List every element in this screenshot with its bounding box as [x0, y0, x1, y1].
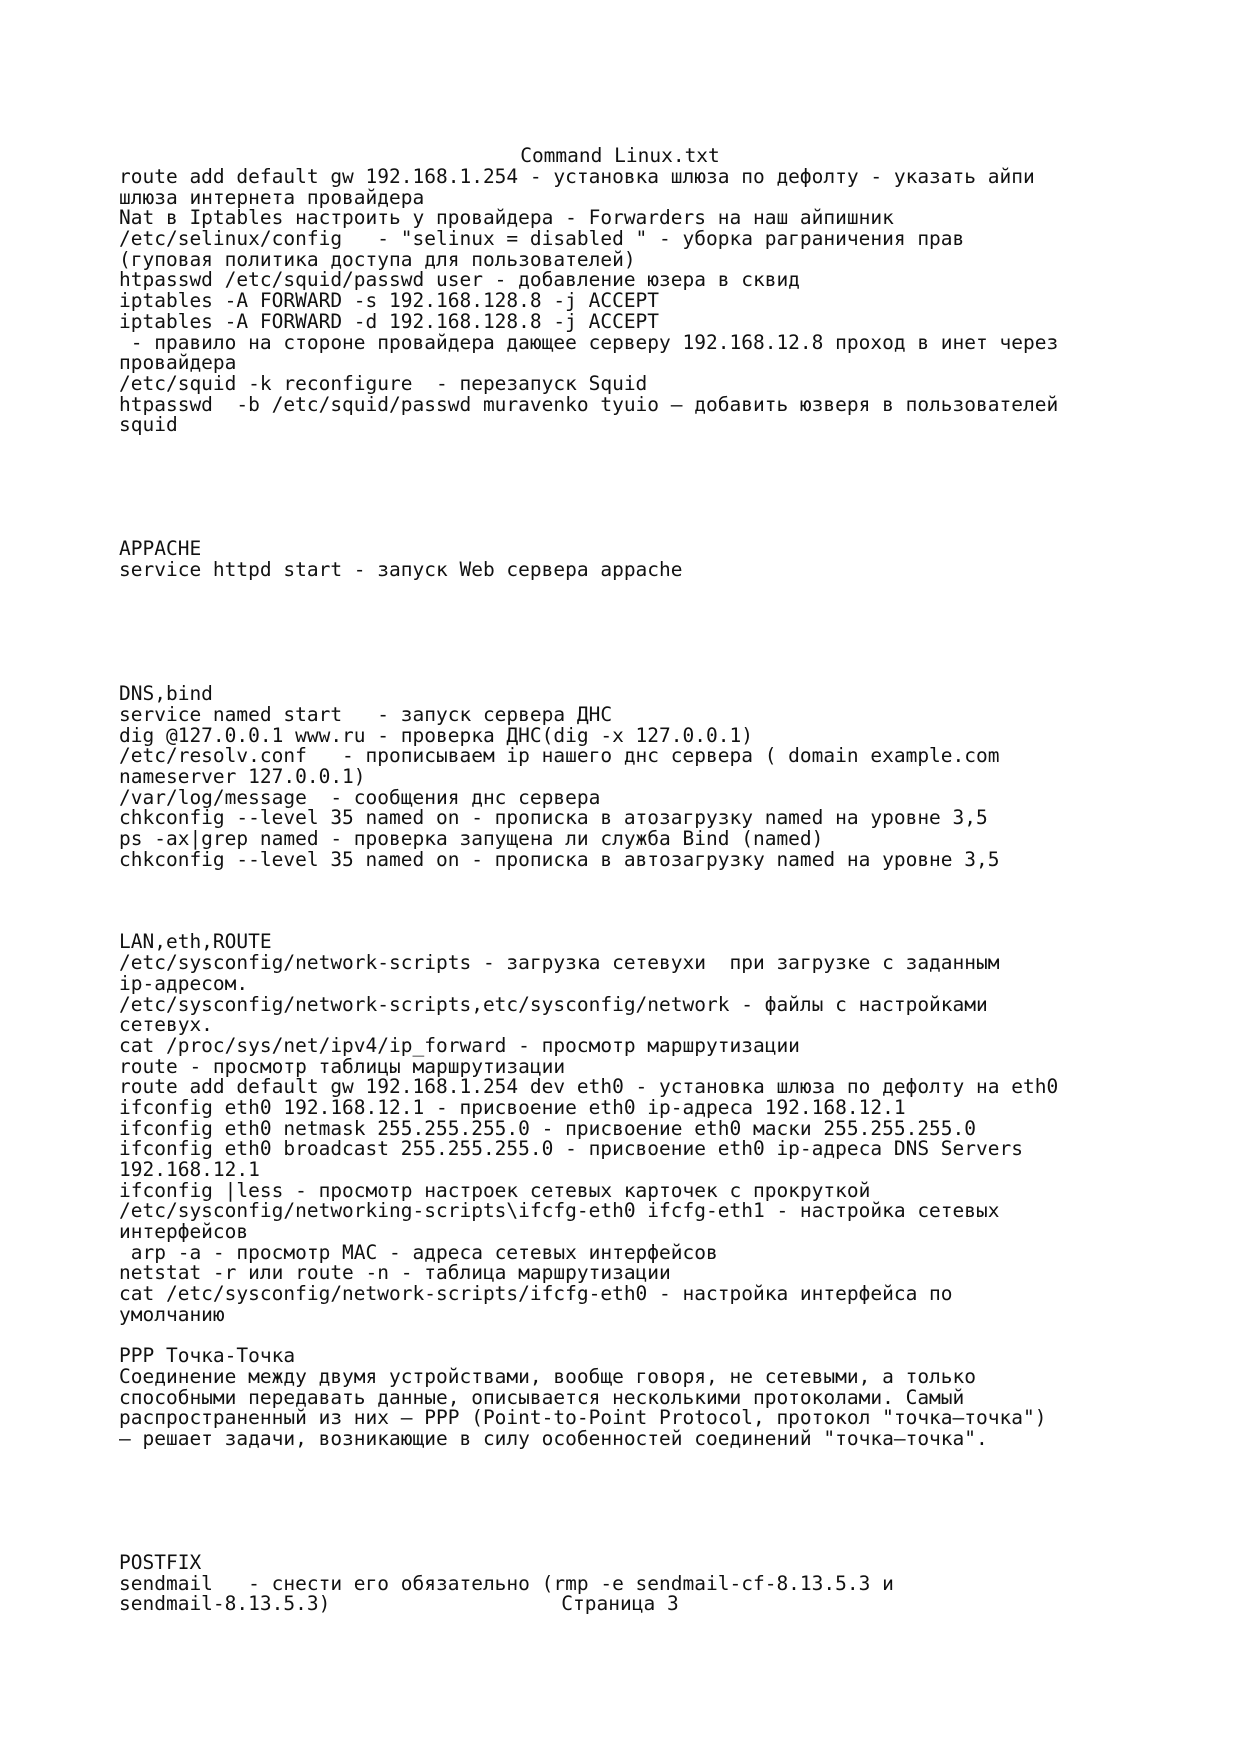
- blank-line: [119, 1491, 1139, 1512]
- blank-line: [119, 601, 1139, 622]
- text-line: - правило на стороне провайдера дающее серверу 192.168.12.8 проход в инет через: [119, 330, 1059, 354]
- text-line: service httpd start - запуск Web сервера appache: [119, 558, 683, 582]
- text-line: /var/log/message - сообщения днс сервера: [119, 785, 601, 809]
- text-line: iptables -A FORWARD -d 192.168.128.8 -j ACCEPT: [119, 309, 660, 333]
- text-line: DNS,bind: [119, 682, 213, 706]
- blank-line: [119, 477, 1139, 498]
- text-line: интерфейсов: [119, 1220, 249, 1244]
- text-line: dig @127.0.0.1 www.ru - проверка ДНС(dig -x 127.0.0.1): [119, 723, 753, 747]
- blank-line: [119, 891, 1139, 912]
- blank-line: [119, 519, 1139, 540]
- document-title: Command Linux.txt: [520, 144, 720, 167]
- blank-line: [119, 664, 1139, 685]
- text-line: sendmail-8.13.5.3): [119, 1592, 331, 1616]
- text-line: LAN,eth,ROUTE: [119, 930, 272, 954]
- blank-line: [119, 457, 1139, 478]
- text-line: ifconfig eth0 broadcast 255.255.255.0 - присвоение eth0 ip-адреса DNS Servers: [119, 1137, 1023, 1161]
- text-line: /etc/selinux/config - "selinux = disabled " - уборка рагpаничения прав: [119, 227, 965, 251]
- text-line: chkconfig --level 35 named on - прописка в атозагрузку named на уровне 3,5: [119, 806, 988, 830]
- blank-line: [119, 1450, 1139, 1471]
- text-line: iptables -A FORWARD -s 192.168.128.8 -j ACCEPT: [119, 289, 660, 313]
- blank-line: [119, 1512, 1139, 1533]
- text-line: распространенный из них – PPP (Point-to-Point Protocol, протокол "точка–точка"): [119, 1406, 1047, 1430]
- text-line: htpasswd -b /etc/squid/passwd muravenko tyuio – добавить юзверя в пользователей: [119, 392, 1059, 416]
- text-line: netstat -r или route -n - таблица маршрутизации: [119, 1261, 671, 1285]
- text-line: (гуповая политика доступа для пользователей): [119, 247, 636, 271]
- blank-line: [119, 581, 1139, 602]
- text-line: squid: [119, 413, 178, 437]
- document-body: [119, 167, 1139, 1615]
- text-line: POSTFIX: [119, 1551, 202, 1575]
- text-line: /etc/sysconfig/network-scripts,etc/sysconfig/network - файлы с настройками: [119, 992, 988, 1016]
- text-line: /etc/resolv.conf - прописываем ip нашего днс сервера ( domain example.com: [119, 744, 1000, 768]
- text-line: ip-адресом.: [119, 971, 249, 995]
- blank-line: [119, 622, 1139, 643]
- text-line: /etc/sysconfig/network-scripts - загрузка сетевухи при загрузке с заданным: [119, 951, 1000, 975]
- blank-line: [119, 1532, 1139, 1553]
- blank-line: [119, 912, 1139, 933]
- text-line: ps -ax|grep named - проверка запущена ли служба Bind (named): [119, 827, 824, 850]
- text-line: route - просмотр таблицы маршрутизации: [119, 1054, 566, 1078]
- text-line: – решает задачи, возникающие в силу особенностей соединений "точка–точка".: [119, 1426, 988, 1450]
- blank-line: [119, 643, 1139, 664]
- text-line: APPACHE: [119, 537, 202, 561]
- text-line: ifconfig eth0 netmask 255.255.255.0 - присвоение eth0 маски 255.255.255.0: [119, 1116, 977, 1140]
- blank-line: [119, 1470, 1139, 1491]
- text-line: /etc/squid -k reconfigure - перезапуск Squid: [119, 371, 648, 395]
- text-line: service named start - запуск сервера ДНС: [119, 702, 613, 726]
- page-number: Страница 3: [561, 1592, 679, 1615]
- text-line: route add default gw 192.168.1.254 - установка шлюза по дефолту - указать айпи: [119, 165, 1035, 188]
- text-line: способными передавать данные, описывается несколькими протоколами. Самый: [119, 1385, 965, 1409]
- blank-line: [119, 1326, 1139, 1347]
- text-line: cat /etc/sysconfig/network-scripts/ifcfg-eth0 - настройка интерфейса по: [119, 1282, 953, 1306]
- blank-line: [119, 498, 1139, 519]
- text-line: ifconfig |less - просмотр настроек сетевых карточек с прокруткой: [119, 1178, 871, 1202]
- text-line: провайдера: [119, 351, 237, 375]
- text-line: Nat в Iptables настроить у провайдера - Forwarders на наш айпишник: [119, 206, 894, 230]
- blank-line: [119, 870, 1139, 891]
- text-line: шлюза интернета провайдера: [119, 185, 425, 209]
- text-line: arp -a - просмотр MAC - адреса сетевых интерфейсов: [119, 1240, 718, 1264]
- text-line: Соединение между двумя устройствами, вообще говоря, не сетевыми, а только: [119, 1364, 977, 1388]
- text-line: умолчанию: [119, 1302, 225, 1326]
- text-line: htpasswd /etc/squid/passwd user - добавление юзера в сквид: [119, 268, 800, 292]
- text-line: PPP Точка-Точка: [119, 1344, 296, 1368]
- text-line: ifconfig eth0 192.168.12.1 - присвоение eth0 ip-адреса 192.168.12.1: [119, 1095, 906, 1119]
- text-line: chkconfig --level 35 named on - прописка в автозагрузку named на уровне 3,5: [119, 847, 1000, 871]
- text-line: route add default gw 192.168.1.254 dev eth0 - установка шлюза по дефолту на eth0: [119, 1075, 1059, 1099]
- text-line: сетевух.: [119, 1013, 213, 1037]
- text-line: cat /proc/sys/net/ipv4/ip_forward - просмотр маршрутизации: [119, 1033, 800, 1057]
- blank-line: [119, 436, 1139, 457]
- text-line: /etc/sysconfig/networking-scripts\ifcfg-eth0 ifcfg-eth1 - настройка сетевых: [119, 1199, 1000, 1223]
- text-line: nameserver 127.0.0.1): [119, 764, 366, 788]
- text-line: 192.168.12.1: [119, 1158, 260, 1181]
- text-line: sendmail - снести его обязательно (rmp -e sendmail-cf-8.13.5.3 и: [119, 1571, 894, 1595]
